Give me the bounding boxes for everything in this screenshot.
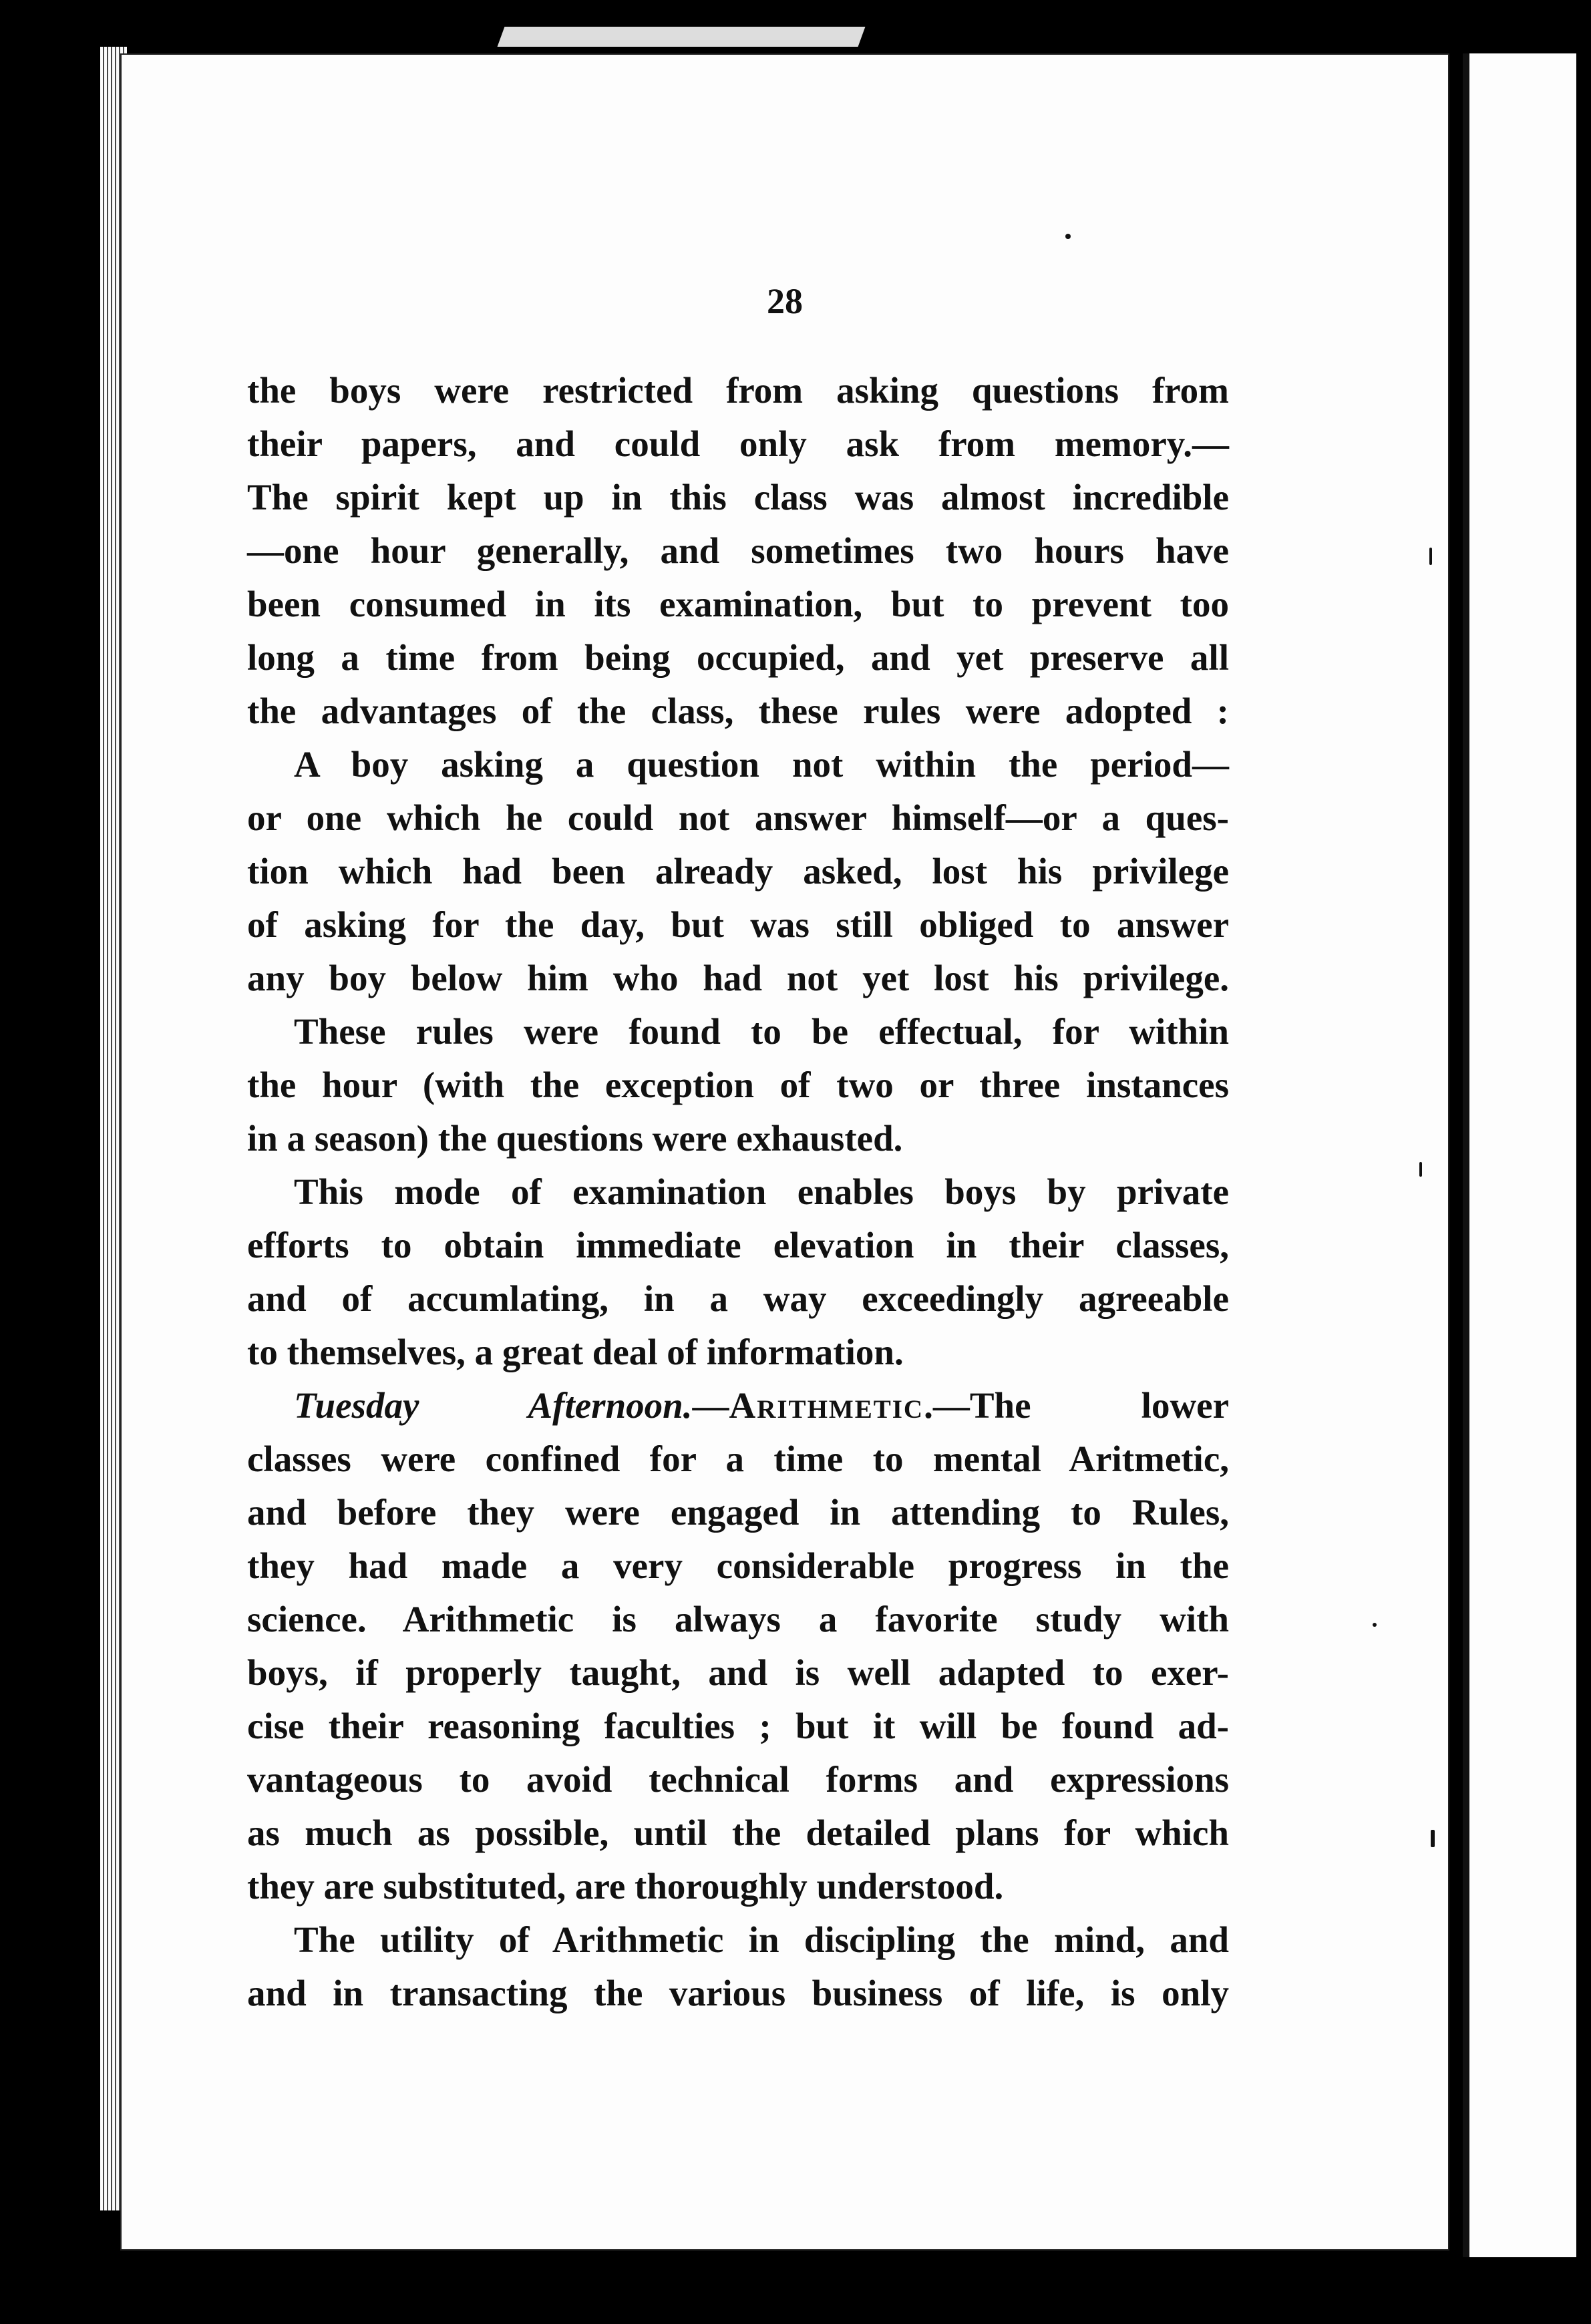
- paragraph-1: [247, 364, 1229, 738]
- scan-speck: [1373, 1623, 1377, 1627]
- text-line: science. Arithmetic is always a favorite study with: [247, 1599, 1229, 1639]
- text-line: vantageous to avoid technical forms and expressions: [247, 1759, 1229, 1800]
- text-line: The spirit kept up in this class was almost incredible: [247, 477, 1229, 518]
- heading-dash: .—: [924, 1385, 970, 1426]
- heading-line-rest: The lower: [969, 1385, 1229, 1426]
- paragraph-final: [247, 1913, 1229, 2020]
- text-line: the advantages of the class, these rules were adopted :: [247, 691, 1229, 731]
- scan-speck: [1065, 234, 1071, 239]
- scan-speck: [1431, 1830, 1435, 1847]
- text-line: boys, if properly taught, and is well adapted to exer-: [247, 1652, 1229, 1693]
- text-line: they are substituted, are thoroughly understood.: [247, 1866, 1004, 1907]
- text-line: —one hour generally, and sometimes two hours have: [247, 530, 1229, 571]
- text-line: The utility of Arithmetic in discipling the mind, and: [294, 1919, 1229, 1960]
- page-body-text: [247, 364, 1229, 2020]
- text-line: classes were confined for a time to mental Aritmetic,: [247, 1438, 1229, 1479]
- text-line: of asking for the day, but was still obliged to answer: [247, 904, 1229, 945]
- paragraph-2: [247, 738, 1229, 1005]
- heading-dash: —: [692, 1385, 729, 1426]
- text-line: tion which had been already asked, lost his privilege: [247, 851, 1229, 892]
- paragraph-4: [247, 1165, 1229, 1379]
- book-page: [120, 53, 1449, 2251]
- facing-page-edge: [1463, 53, 1576, 2257]
- text-line: as much as possible, until the detailed plans for which: [247, 1812, 1229, 1853]
- text-line: they had made a very considerable progress in the: [247, 1545, 1229, 1586]
- scan-speck: [1429, 548, 1432, 565]
- text-line: cise their reasoning faculties ; but it will be found ad-: [247, 1706, 1229, 1746]
- text-line: any boy below him who had not yet lost his privilege.: [247, 958, 1229, 998]
- text-line: long a time from being occupied, and yet preserve all: [247, 637, 1229, 678]
- section-heading: Tuesday Afternoon.: [294, 1385, 693, 1426]
- page-number: 28: [767, 281, 803, 321]
- text-line: the boys were restricted from asking questions from: [247, 370, 1229, 411]
- text-line: and in transacting the various business of life, is only: [247, 1973, 1229, 2013]
- text-line: or one which he could not answer himself—or a ques-: [247, 797, 1229, 838]
- text-line: This mode of examination enables boys by private: [294, 1171, 1229, 1212]
- text-line: been consumed in its examination, but to prevent too: [247, 584, 1229, 624]
- text-line: the hour (with the exception of two or three instances: [247, 1064, 1229, 1105]
- text-line: their papers, and could only ask from memory.—: [247, 423, 1229, 464]
- paragraph-3: [247, 1005, 1229, 1165]
- text-line: in a season) the questions were exhausted.: [247, 1118, 903, 1159]
- text-line: and before they were engaged in attending to Rules,: [247, 1492, 1229, 1533]
- scan-speck: [1419, 1162, 1422, 1177]
- text-line: These rules were found to be effectual, for within: [294, 1011, 1229, 1052]
- text-line: to themselves, a great deal of information.: [247, 1332, 904, 1372]
- text-line: and of accumlating, in a way exceedingly agreeable: [247, 1278, 1229, 1319]
- text-line: A boy asking a question not within the period—: [294, 744, 1229, 785]
- section-subject: Arithmetic: [729, 1385, 924, 1426]
- paragraph-tuesday-afternoon: [247, 1379, 1229, 1913]
- text-line: efforts to obtain immediate elevation in their classes,: [247, 1225, 1229, 1266]
- section-heading-line: [247, 1379, 1229, 1432]
- page-top-curl: [498, 27, 866, 47]
